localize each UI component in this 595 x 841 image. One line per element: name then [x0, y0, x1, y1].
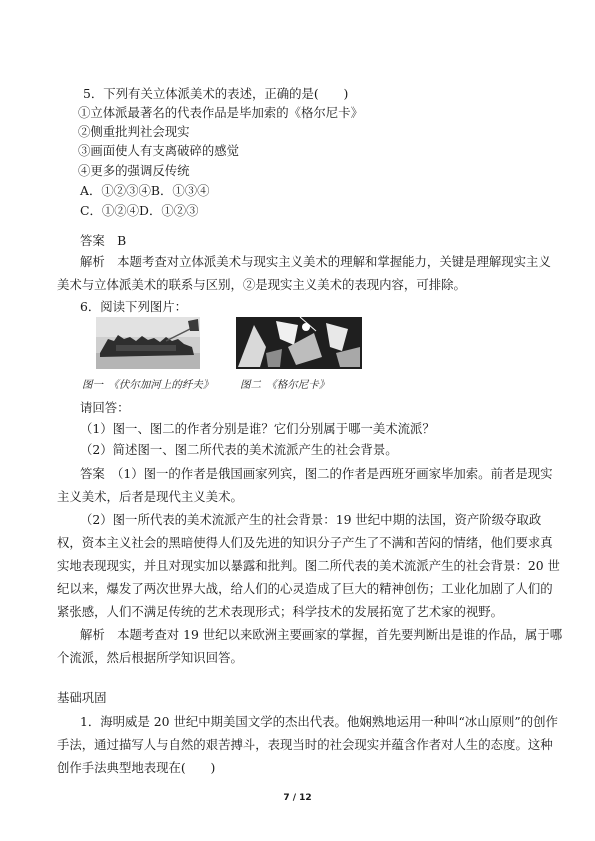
q6-answer-line3: （2）图一所代表的美术流派产生的社会背景：19 世纪中期的法国，资产阶级夺取政	[80, 512, 542, 527]
figure-2-caption: 图二 《格尔尼卡》	[240, 379, 330, 391]
q1-line1: 1．海明威是 20 世纪中期美国文学的杰出代表。他娴熟地运用一种叫“冰山原则”的创作	[80, 714, 558, 729]
q5-choices-cd: C．①②④D．①②③	[80, 203, 199, 218]
q6-answer-line1: 答案 （1）图一的作者是俄国画家列宾，图二的作者是西班牙画家毕加索。前者是现实	[80, 466, 553, 481]
q6-subquestion-1: （1）图一、图二的作者分别是谁？它们分别属于哪一美术流派？	[80, 421, 435, 436]
q5-choices-ab: A．①②③④B．①③④	[80, 183, 210, 198]
q6-answer-line6: 纪以来，爆发了两次世界大战，给人们的心灵造成了巨大的精神创伤；工业化加剧了人们的	[57, 581, 553, 596]
figure-1-painting	[96, 317, 200, 369]
q6-answer-line7: 紧张感，人们不满足传统的艺术表现形式；科学技术的发展拓宽了艺术家的视野。	[57, 604, 504, 619]
q5-answer: 答案 B	[80, 233, 127, 248]
q5-option-1: ①立体派最著名的代表作品是毕加索的《格尔尼卡》	[78, 105, 363, 120]
section-heading: 基础巩固	[57, 690, 107, 705]
q6-stem: 6．阅读下列图片：	[80, 299, 188, 314]
q6-subquestion-2: （2）简述图一、图二所代表的美术流派产生的社会背景。	[80, 442, 398, 457]
q1-line2: 手法，通过描写人与自然的艰苦搏斗，表现当时的社会现实并蕴含作者对人生的态度。这种	[57, 737, 553, 752]
q5-option-3: ③画面使人有支离破碎的感觉	[78, 143, 240, 158]
q5-option-4: ④更多的强调反传统	[78, 163, 190, 178]
q5-analysis-line1: 解析 本题考查对立体派美术与现实主义美术的理解和掌握能力，关键是理解现实主义	[80, 254, 551, 269]
q5-stem: 5．下列有关立体派美术的表述，正确的是( )	[83, 86, 349, 101]
q6-figures	[82, 317, 366, 392]
q5-option-2: ②侧重批判社会现实	[78, 124, 190, 139]
q5-analysis-line2: 美术与立体派美术的联系与区别，②是现实主义美术的表现内容，可排除。	[57, 277, 466, 292]
q6-analysis-line1: 解析 本题考查对 19 世纪以来欧洲主要画家的掌握，首先要判断出是谁的作品，属于哪	[80, 627, 563, 642]
q1-line3: 创作手法典型地表现在( )	[57, 760, 216, 775]
q6-answer-line4: 权，资本主义社会的黑暗使得人们及先进的知识分子产生了不满和苦闷的情绪，他们要求真	[57, 535, 553, 550]
q6-answer-line2: 主义美术，后者是现代主义美术。	[57, 489, 243, 504]
q6-analysis-line2: 个流派，然后根据所学知识回答。	[57, 650, 243, 665]
figure-2-painting	[236, 317, 362, 369]
q6-ask: 请回答：	[80, 400, 130, 415]
page-number: 7 / 12	[283, 793, 312, 803]
q6-answer-line5: 实地表现现实，并且对现实加以暴露和批判。图二所代表的美术流派产生的社会背景：20 世	[57, 558, 560, 573]
figure-1-caption: 图一 《伏尔加河上的纤夫》	[82, 379, 214, 391]
